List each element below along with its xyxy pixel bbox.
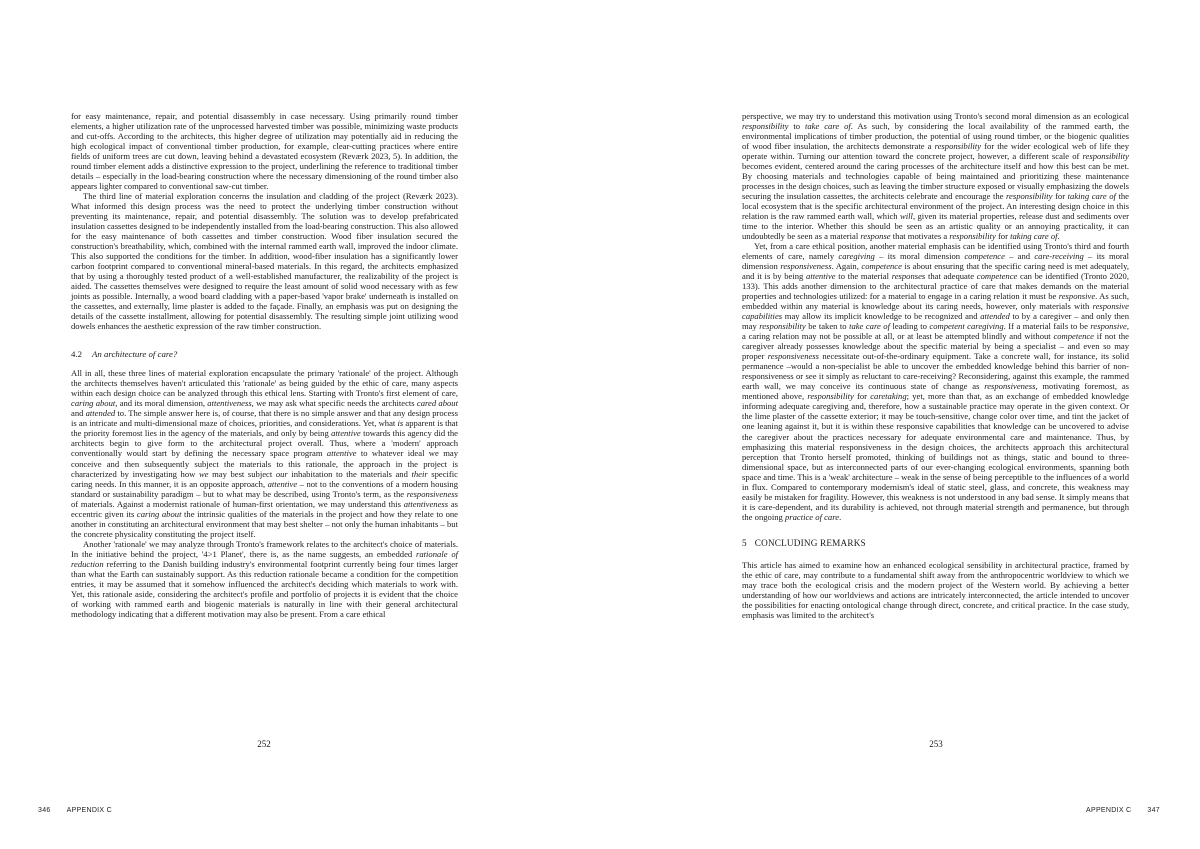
section-number: 5 [742, 537, 747, 548]
paragraph: The third line of material exploration concerns the insulation and cladding of the project (Reværk 2023). What informed this design process was the need to protect the underlying timber construction without preventing its maintenance, repair, and potential disassembly. The solution was to develop prefabricated insulation cassettes designed to be independently installed from the load-bearing construction. This also allowed for the easy maintenance of both cassettes and timber construction. Wood fiber insulation secured the construction's breathability, which, combined with the internal rammed earth wall, improved the indoor climate. This also supported the conditions for the timber. In addition, wood-fiber insulation has a significantly lower carbon footprint compared to conventional mineral-based materials. In this regard, the architects emphasized that by using a thoroughly tested product of a well-established manufacturer, the realizability of the project is aided. The cassettes themselves were designed to require the least amount of solid wood necessary with as few joints as possible. Internally, a wood board cladding with a paper-based 'vapor brake' underneath is installed on the cassettes, and externally, lime plaster is added to the façade. Finally, an emphasis was put on designing the details of the cassette installment, allowing for potential disassembly. The resulting simple joint utilizing wood dowels enhances the aesthetic expression of the raw timber construction. [71, 191, 458, 332]
subsection-heading [71, 349, 458, 359]
paragraph: All in all, these three lines of material exploration encapsulate the primary 'rationale' of the project. Although the architects themselves haven't articulated this 'rationale' as being guided by the ethic of care, many aspects within each design choice can be analyzed through this ethical lens. Starting with Tronto's first element of care, caring about, and its moral dimension, attentiveness, we may ask what specific needs the architects cared about and attended to. The simple answer here is, of course, that there is no simple answer and that any design process is an intricate and multi-dimensional maze of choices, priorities, and considerations. Yet, what is apparent is that the priority foremost lies in the agency of the materials, and only by being attentive towards this agency did the architects begin to give form to the architectural project overall. Thus, where a 'modern' approach conventionally would start by defining the necessary space program attentive to whatever ideal we may conceive and then subsequently subject the materials to this rationale, the approach in the project is characterized by investigating how we may best subject our inhabitation to the materials and their specific caring needs. In this manner, it is an opposite approach, attentive – not to the conventions of a modern housing standard or sustainability paradigm – but to what may be described, using Tronto's term, as the responsiveness of materials. Against a modernist rationale of human-first orientation, we may understand this attentiveness as eccentric given its caring about the intrinsic qualities of the materials in the project and how they relate to one another in constituting an architectural environment that may best shelter – not only the human inhabitants – but the concrete physicality constituting the project itself. [71, 368, 459, 539]
footer-label: APPENDIX C [66, 807, 112, 814]
page-number: 253 [929, 739, 943, 749]
section-title: CONCLUDING REMARKS [754, 537, 866, 548]
right-page-body [742, 111, 1129, 620]
section-heading [742, 538, 1129, 548]
paragraph: Another 'rationale' we may analyze through Tronto's framework relates to the architect's choice of materials. In the initiative behind the project, '4>1 Planet', there is, as the name suggests, an embedded rationale of reduction referring to the Danish building industry's environmental footprint currently being four times larger than what the Earth can sustainably support. As this reduction rationale became a condition for the competition entries, it may be assumed that it somehow influenced the architect's deciding which materials to work with. Yet, this rationale aside, considering the architect's profile and portfolio of projects it is evident that the choice of working with rammed earth and biogenic materials is naturally in line with their general architectural methodology indicating that a different motivation may also be present. From a care ethical [71, 538, 459, 619]
paragraph: This article has aimed to examine how an enhanced ecological sensibility in architectural practice, framed by the ethic of care, may contribute to a fundamental shift away from the anthropocentric worldview to which we may trace both the ecological crisis and the modern project of the Western world. By achieving a better understanding of how our worldviews and actions are intricately interconnected, the article intended to uncover the possibilities for enacting ontological change through direct, concrete, and critical practice. In the case study, emphasis was limited to the architect's [742, 559, 1129, 620]
paragraph: perspective, we may try to understand this motivation using Tronto's second moral dimension as an ecological responsibility to take care of. As such, by considering the local availability of the rammed earth, the environmental implications of timber production, the potential of using round timber, or the biogenic qualities of wood fiber insulation, the architects demonstrate a responsibility for the wider ecological web of life they operate within. Turning our attention toward the concrete project, however, a different scale of responsibility becomes evident, centered around the caring processes of the architecture itself and how this best can be met. By choosing materials and technologies capable of being maintained and prioritizing these maintenance processes in the design choices, such as leaving the timber structure exposed or visually emphasizing the dowels securing the insulation cassettes, the architects celebrate and encourage the responsibility for taking care of the local ecosystem that is the specific architectural environment of the project. An interesting design choice in this relation is the raw rammed earth wall, which will, given its material properties, release dust and sediments over time to the interior. Whether this should be seen as an artistic quality or an annoying practicality, it can undoubtedly be seen as a material response that motivates a responsibility for taking care of. [742, 111, 1130, 242]
left-page-body [71, 111, 458, 619]
subsection-title: An architecture of care? [92, 349, 178, 360]
subsection-number: 4.2 [71, 349, 82, 360]
paragraph: Yet, from a care ethical position, another material emphasis can be identified using Tronto's third and fourth elements of care, namely caregiving – its moral dimension competence – and care-receiving – its moral dimension responsiveness. Again, competence is about ensuring that the specific caring need is met adequately, and it is by being attentive to the material responses that adequate competence can be identified (Tronto 2020, 133). This adds another dimension to the architectural practice of care that makes demands on the material properties and technologies utilized: for a material to engage in a caring relation it must be responsive. As such, embedded within any material is knowledge about its caring needs, however, only materials with responsive capabilities may allow its implicit knowledge to be recognized and attended to by a caregiver – and only then may responsibility be taken to take care of leading to competent caregiving. If a material fails to be responsive, a caring relation may not be possible at all, or at least be attempted blindly and without competence if not the caregiver already possesses knowledge about the specific material by being a specialist – and even so may proper responsiveness necessitate out-of-the-ordinary equipment. Take a concrete wall, for instance, its solid permanence –would a non-specialist be able to uncover the embedded knowledge behind this barrier of non-responsiveness or see it simply as reluctant to care-receiving? Reconsidering, against this example, the rammed earth wall, we may conceive its continuous state of change as responsiveness, motivating foremost, as mentioned above, responsibility for caretaking; yet, more than that, as an exchange of embedded knowledge informing adequate caregiving and, therefore, how a sustainable practice may operate in the given context. Or the lime plaster of the cassette exterior; it may be touch-sensitive, change color over time, and tint the jacket of one leaning against it, but it is within these responsive capabilities that knowledge can be uncovered to advise the caregiver about the practices necessary for adequate environmental care and maintenance. Thus, by emphasizing this material responsiveness in the design choices, the architects approach this architectural perception that Tronto herself promoted, thinking of buildings not as things, static and bound to three-dimensional space, but as interconnected parts of our ever-changing ecological environments, spanning both space and time. This is a 'weak' architecture – weak in the sense of being perceptible to the influences of a world in flux. Compared to contemporary modernism's ideal of static steel, glass, and concrete, this weakness may easily be mistaken for fragility. However, this weakness is not understood in any bad sense. It simply means that it is care-dependent, and its durability is achieved, not through material strength and permanence, but through the ongoing practice of care. [742, 241, 1130, 522]
footer-label: APPENDIX C [1086, 807, 1132, 814]
paragraph: for easy maintenance, repair, and potential disassembly in case necessary. Using primarily round timber elements, a higher utilization rate of the unprocessed harvested timber was possible, minimizing waste products and cut-offs. According to the architects, this higher degree of utilization may potentially aid in reducing the high ecological impact of conventional timber production, for example, clear-cutting practices where entire fields of uniform trees are cut down, leaving behind a devastated ecosystem (Reværk 2023, 5). In addition, the round timber element adds a distinctive expression to the project, underlining the reference to traditional timber details – especially in the load-bearing construction where the necessary dimensioning of the round timber also appears lighter compared to conventional saw-cut timber. [71, 111, 458, 192]
footer-left [38, 807, 112, 814]
footer-right [1086, 807, 1160, 814]
footer-page-number: 346 [38, 807, 51, 814]
footer-page-number: 347 [1147, 807, 1160, 814]
page-number: 252 [257, 739, 271, 749]
